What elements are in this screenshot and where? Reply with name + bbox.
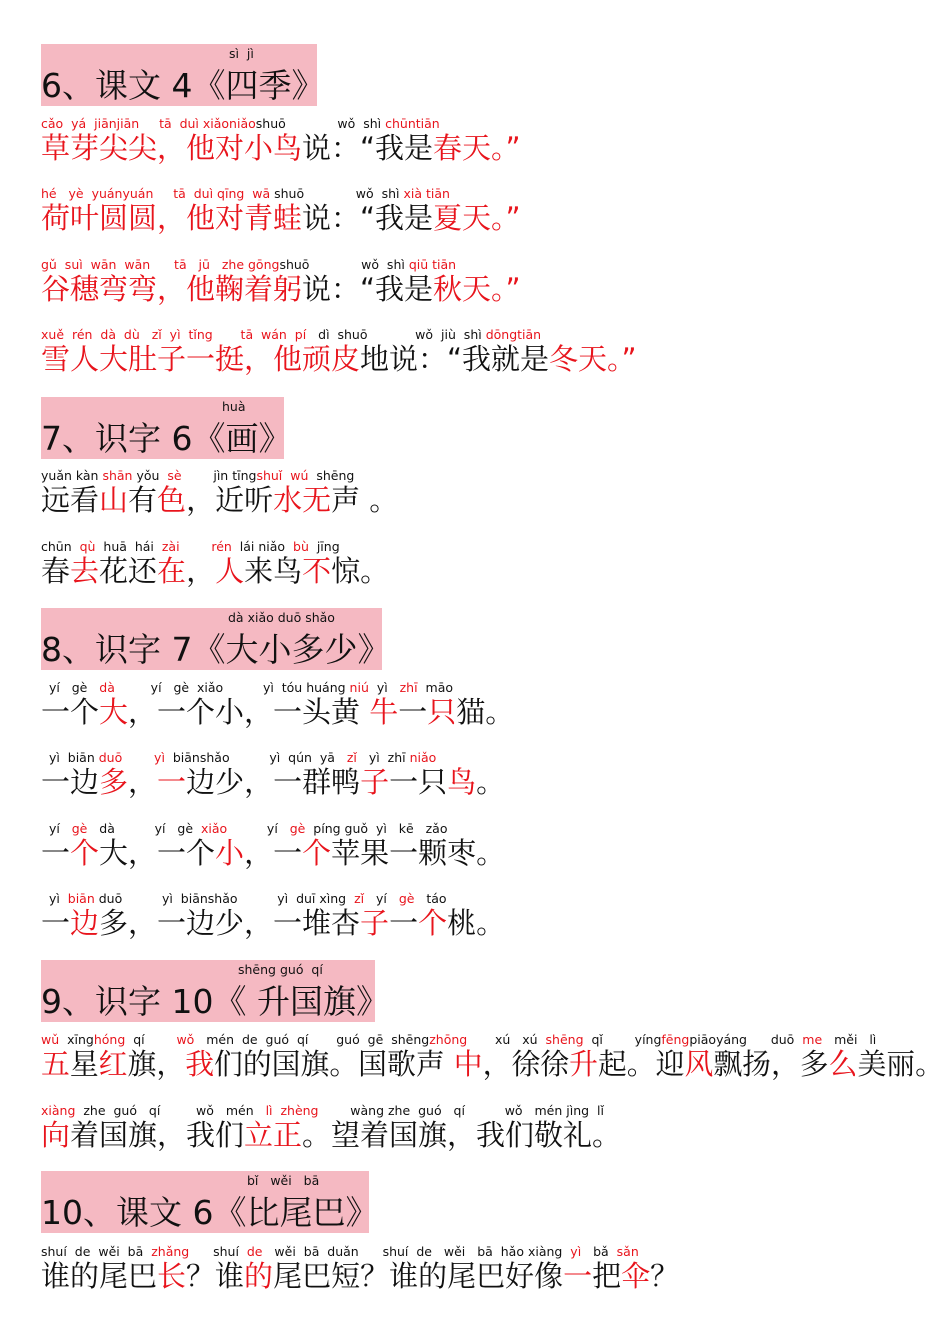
pinyin-segment: lì zhèng <box>265 1103 319 1118</box>
pinyin-segment: chūntiān <box>385 116 440 131</box>
pinyin-segment: huā hái <box>95 539 162 554</box>
hanzi-segment: 来鸟 <box>244 554 303 588</box>
pinyin-row <box>41 329 541 342</box>
hanzi-segment: ？谁 <box>186 1259 245 1293</box>
hanzi-segment: 山 <box>99 483 129 517</box>
pinyin-segment: dì shuō wǒ jiù shì <box>310 327 486 342</box>
lesson-number: 10、课文 6 <box>41 1193 214 1232</box>
pinyin-segment: niú <box>349 680 369 695</box>
hanzi-segment: 大 <box>99 695 129 729</box>
lesson-title: 《 升国旗》 <box>213 982 389 1021</box>
pinyin-segment <box>139 116 159 131</box>
lesson-number: 7、识字 6 <box>41 419 193 458</box>
pinyin-segment: zhōng <box>429 1032 468 1047</box>
pinyin-segment: měi lì <box>822 1032 877 1047</box>
hanzi-segment: 人 <box>215 554 245 588</box>
hanzi-segment: 一 <box>41 836 71 870</box>
hanzi-segment: 花还 <box>99 554 158 588</box>
hanzi-segment: ，一个小，一头黄 <box>128 695 370 729</box>
lesson-title: 《四季》 <box>192 66 325 105</box>
pinyin-segment: jīng <box>308 539 340 554</box>
pinyin-segment: zǐ <box>354 891 365 906</box>
pinyin-row <box>41 823 448 836</box>
lesson-title: 《大小多少》 <box>192 630 391 669</box>
hanzi-segment: 苹果一颗枣。 <box>331 836 506 870</box>
hanzi-segment: 谷穗弯弯，他鞠着躬 <box>41 272 303 306</box>
hanzi-segment: 。望着国旗，我们敬礼。 <box>302 1118 622 1152</box>
hanzi-segment: 大，一个 <box>99 836 216 870</box>
hanzi-segment: 一 <box>41 906 71 940</box>
lesson-number: 6、课文 4 <box>41 66 193 105</box>
header-title-pinyin: shēng guó qí <box>238 962 323 977</box>
hanzi-segment: 一个 <box>41 695 100 729</box>
pinyin-segment: wàng zhe guó qí wǒ mén jìng lǐ <box>318 1103 604 1118</box>
pinyin-segment: shuō wǒ shì <box>255 116 386 131</box>
hanzi-segment: 们的国旗。国歌声 <box>214 1047 454 1081</box>
hanzi-row <box>41 483 399 517</box>
hanzi-segment: 立正 <box>244 1118 303 1152</box>
hanzi-segment: 说：“我是 <box>302 201 434 235</box>
pinyin-segment: tā duì xiǎoniǎo <box>159 116 256 131</box>
pinyin-segment: yǒu <box>132 468 168 483</box>
pinyin-segment: yí <box>227 821 290 836</box>
pinyin-segment: yí <box>364 891 399 906</box>
hanzi-segment: 春 <box>41 554 71 588</box>
pinyin-segment: mén de guó qí guó gē shēng <box>194 1032 430 1047</box>
hanzi-segment: ？ <box>650 1259 680 1293</box>
hanzi-segment: 的 <box>244 1259 274 1293</box>
hanzi-row <box>41 906 506 940</box>
lesson-number: 8、识字 7 <box>41 630 193 669</box>
hanzi-segment: 荷叶圆圆，他对青蛙 <box>41 201 303 235</box>
hanzi-row <box>41 131 521 165</box>
hanzi-segment: 小 <box>215 836 245 870</box>
pinyin-segment: shēng <box>308 468 355 483</box>
hanzi-row <box>41 1118 622 1152</box>
pinyin-segment: qí <box>125 1032 177 1047</box>
hanzi-segment: 多 <box>99 765 129 799</box>
pinyin-segment: gè <box>398 891 415 906</box>
pinyin-row <box>41 1105 604 1118</box>
pinyin-segment: jìn tīng <box>181 468 257 483</box>
pinyin-segment: zài <box>161 539 180 554</box>
pinyin-segment: biān <box>67 891 95 906</box>
pinyin-segment: wěi bā duǎn shuí de wěi bā hǎo xiàng <box>262 1244 571 1259</box>
pinyin-segment: qiū tiān <box>408 257 457 272</box>
pinyin-segment: yì <box>368 680 400 695</box>
header-title-pinyin: huà <box>222 399 246 414</box>
hanzi-segment: 牛 <box>369 695 399 729</box>
pinyin-row <box>41 118 440 131</box>
hanzi-segment: ，徐徐 <box>482 1047 570 1081</box>
pinyin-segment: hé yè yuányuán tā duì qīng wā <box>41 186 275 201</box>
hanzi-segment: 一 <box>157 765 187 799</box>
hanzi-segment: 春天。” <box>433 131 521 165</box>
hanzi-row <box>41 342 637 376</box>
pinyin-segment: sǎn <box>616 1244 639 1259</box>
pinyin-segment: cǎo yá jiānjiān <box>41 116 140 131</box>
hanzi-segment: 地说：“我就是 <box>360 342 550 376</box>
header-title-pinyin: sì jì <box>229 46 254 61</box>
hanzi-segment: 夏天。” <box>433 201 521 235</box>
hanzi-segment: 升 <box>569 1047 598 1081</box>
hanzi-segment: 说：“我是 <box>302 131 434 165</box>
pinyin-segment: xīng <box>59 1032 94 1047</box>
hanzi-segment: 旗， <box>127 1047 186 1081</box>
pinyin-segment: xuě rén dà dù zǐ yì tǐng tā wán pí <box>41 327 311 342</box>
pinyin-segment: biānshǎo yì qún yā <box>164 750 347 765</box>
section-header <box>41 960 389 1022</box>
pinyin-segment: hóng <box>93 1032 126 1047</box>
hanzi-segment: 说：“我是 <box>302 272 434 306</box>
hanzi-segment: 个 <box>302 836 332 870</box>
pinyin-segment: piāoyáng duō <box>689 1032 803 1047</box>
pinyin-segment: zhī <box>399 680 418 695</box>
pinyin-row <box>41 893 447 906</box>
hanzi-segment: 一 <box>563 1259 593 1293</box>
section-header <box>41 44 325 106</box>
pinyin-segment: zhe guó qí wǒ mén <box>75 1103 266 1118</box>
lesson-title: 《画》 <box>192 419 292 458</box>
pinyin-segment: zhǎng <box>151 1244 190 1259</box>
hanzi-segment: 起。迎 <box>597 1047 685 1081</box>
hanzi-segment: 个 <box>418 906 448 940</box>
pinyin-segment: bǎ <box>581 1244 617 1259</box>
hanzi-segment: ， <box>186 554 216 588</box>
hanzi-segment: 美丽。 <box>857 1047 944 1081</box>
pinyin-segment: xià tiān <box>403 186 450 201</box>
pinyin-segment: yí gè xiǎo yì tóu huáng <box>114 680 350 695</box>
pinyin-segment: yì <box>570 1244 582 1259</box>
pinyin-segment: yuǎn kàn <box>41 468 103 483</box>
pinyin-segment: lái niǎo <box>231 539 294 554</box>
hanzi-segment: 色 <box>157 483 187 517</box>
section-header <box>41 608 391 670</box>
lesson-title: 《比尾巴》 <box>213 1193 379 1232</box>
pinyin-row <box>41 470 354 483</box>
pinyin-row <box>41 541 340 554</box>
pinyin-segment: gǔ suì wān wān tā jū zhe gōng <box>41 257 280 272</box>
hanzi-segment: 鸟 <box>447 765 477 799</box>
pinyin-segment: táo <box>414 891 447 906</box>
pinyin-segment: dà <box>99 680 115 695</box>
pinyin-segment: de <box>246 1244 263 1259</box>
pinyin-segment: yì biān <box>41 750 99 765</box>
hanzi-row <box>41 836 506 870</box>
pinyin-row <box>41 1246 639 1259</box>
pinyin-segment: māo <box>417 680 454 695</box>
hanzi-segment: 伞 <box>621 1259 651 1293</box>
hanzi-segment: 桃。 <box>447 906 506 940</box>
pinyin-segment: yì <box>154 750 165 765</box>
hanzi-segment: 边少，一群鸭 <box>186 765 361 799</box>
pinyin-segment: dōngtiān <box>485 327 542 342</box>
hanzi-segment: 声 。 <box>331 483 399 517</box>
pinyin-segment: duō <box>98 750 123 765</box>
pinyin-segment: wǔ <box>41 1032 60 1047</box>
pinyin-segment: me <box>802 1032 823 1047</box>
pinyin-segment: rén <box>211 539 232 554</box>
hanzi-segment: 惊。 <box>331 554 390 588</box>
hanzi-segment: 星 <box>69 1047 99 1081</box>
hanzi-segment: 风 <box>684 1047 714 1081</box>
hanzi-segment: 向 <box>41 1118 71 1152</box>
pinyin-segment: xiǎo <box>201 821 228 836</box>
pinyin-segment: duō yì biānshǎo yì duī xìng <box>94 891 355 906</box>
hanzi-segment: 中 <box>453 1047 483 1081</box>
hanzi-segment: 。 <box>476 765 506 799</box>
pinyin-segment: yí gè <box>41 680 100 695</box>
hanzi-row <box>41 554 390 588</box>
hanzi-segment: ，近听 <box>186 483 274 517</box>
pinyin-segment: wǒ <box>176 1032 195 1047</box>
pinyin-segment: qù <box>79 539 96 554</box>
pinyin-segment: shēng <box>545 1032 584 1047</box>
pinyin-row <box>41 752 436 765</box>
hanzi-segment: 长 <box>157 1259 187 1293</box>
header-title-pinyin: dà xiǎo duō shǎo <box>228 610 335 625</box>
hanzi-segment: 边 <box>70 906 100 940</box>
hanzi-segment: 秋天。” <box>433 272 521 306</box>
hanzi-segment: 把 <box>592 1259 622 1293</box>
pinyin-segment: bù <box>293 539 309 554</box>
pinyin-row <box>41 1034 876 1047</box>
pinyin-segment <box>180 539 212 554</box>
pinyin-segment: shān <box>102 468 133 483</box>
pinyin-row <box>41 682 453 695</box>
hanzi-row <box>41 1047 944 1081</box>
pinyin-segment: yì <box>41 891 68 906</box>
pinyin-segment: fēng <box>661 1032 690 1047</box>
hanzi-segment: 水无 <box>273 483 332 517</box>
hanzi-segment: 冬天。” <box>549 342 637 376</box>
hanzi-segment: 不 <box>302 554 332 588</box>
hanzi-segment: 远看 <box>41 483 100 517</box>
pinyin-segment: qǐ yíng <box>583 1032 662 1047</box>
hanzi-segment: 五 <box>41 1047 70 1081</box>
hanzi-segment: 个 <box>70 836 100 870</box>
hanzi-segment: 一只 <box>389 765 448 799</box>
hanzi-segment: 我 <box>185 1047 215 1081</box>
pinyin-row <box>41 188 450 201</box>
hanzi-segment: 多，一边少，一堆杏 <box>99 906 361 940</box>
pinyin-segment: shuǐ wú <box>256 468 309 483</box>
pinyin-segment: dà yí gè <box>87 821 201 836</box>
hanzi-segment: 红 <box>98 1047 128 1081</box>
hanzi-segment: 去 <box>70 554 100 588</box>
hanzi-row <box>41 695 515 729</box>
hanzi-segment: 谁的尾巴 <box>41 1259 158 1293</box>
hanzi-row <box>41 201 521 235</box>
hanzi-segment: 草芽尖尖，他对小鸟 <box>41 131 303 165</box>
hanzi-segment: 一 <box>398 695 428 729</box>
pinyin-segment: shuō wǒ shì <box>274 186 404 201</box>
pinyin-segment: chūn <box>41 539 80 554</box>
hanzi-segment: ，一 <box>244 836 303 870</box>
hanzi-segment: 子 <box>360 765 390 799</box>
pinyin-segment: niǎo <box>409 750 437 765</box>
hanzi-segment: 一边 <box>41 765 100 799</box>
header-title-pinyin: bǐ wěi bā <box>247 1173 320 1188</box>
pinyin-segment: shuí de wěi bā <box>41 1244 152 1259</box>
pinyin-segment: shuō wǒ shì <box>279 257 409 272</box>
pinyin-segment: sè <box>167 468 182 483</box>
hanzi-segment: 子 <box>360 906 390 940</box>
section-header <box>41 1171 379 1233</box>
pinyin-segment: gè <box>71 821 88 836</box>
hanzi-segment: 尾巴短？谁的尾巴好像 <box>273 1259 564 1293</box>
hanzi-segment: 猫。 <box>456 695 515 729</box>
hanzi-segment: 么 <box>828 1047 858 1081</box>
hanzi-segment: ， <box>128 765 158 799</box>
hanzi-row <box>41 765 506 799</box>
hanzi-segment: 雪人大肚子一挺，他顽皮 <box>41 342 361 376</box>
pinyin-segment: xiàng <box>41 1103 76 1118</box>
hanzi-segment: 飘扬，多 <box>713 1047 829 1081</box>
hanzi-segment: 着国旗，我们 <box>70 1118 245 1152</box>
hanzi-segment: 只 <box>427 695 457 729</box>
pinyin-segment <box>122 750 154 765</box>
hanzi-row <box>41 272 521 306</box>
pinyin-segment: zǐ <box>346 750 357 765</box>
pinyin-segment: píng guǒ yì kē zǎo <box>305 821 448 836</box>
hanzi-segment: 有 <box>128 483 158 517</box>
hanzi-segment: 一 <box>389 906 419 940</box>
pinyin-segment: yì zhī <box>356 750 410 765</box>
hanzi-segment: 在 <box>157 554 187 588</box>
pinyin-segment: shuí <box>189 1244 247 1259</box>
section-header <box>41 397 292 459</box>
pinyin-segment: yí <box>41 821 72 836</box>
hanzi-row <box>41 1259 680 1293</box>
pinyin-segment: xú xú <box>467 1032 546 1047</box>
pinyin-segment: gè <box>289 821 306 836</box>
pinyin-row <box>41 259 456 272</box>
lesson-number: 9、识字 10 <box>41 982 214 1021</box>
